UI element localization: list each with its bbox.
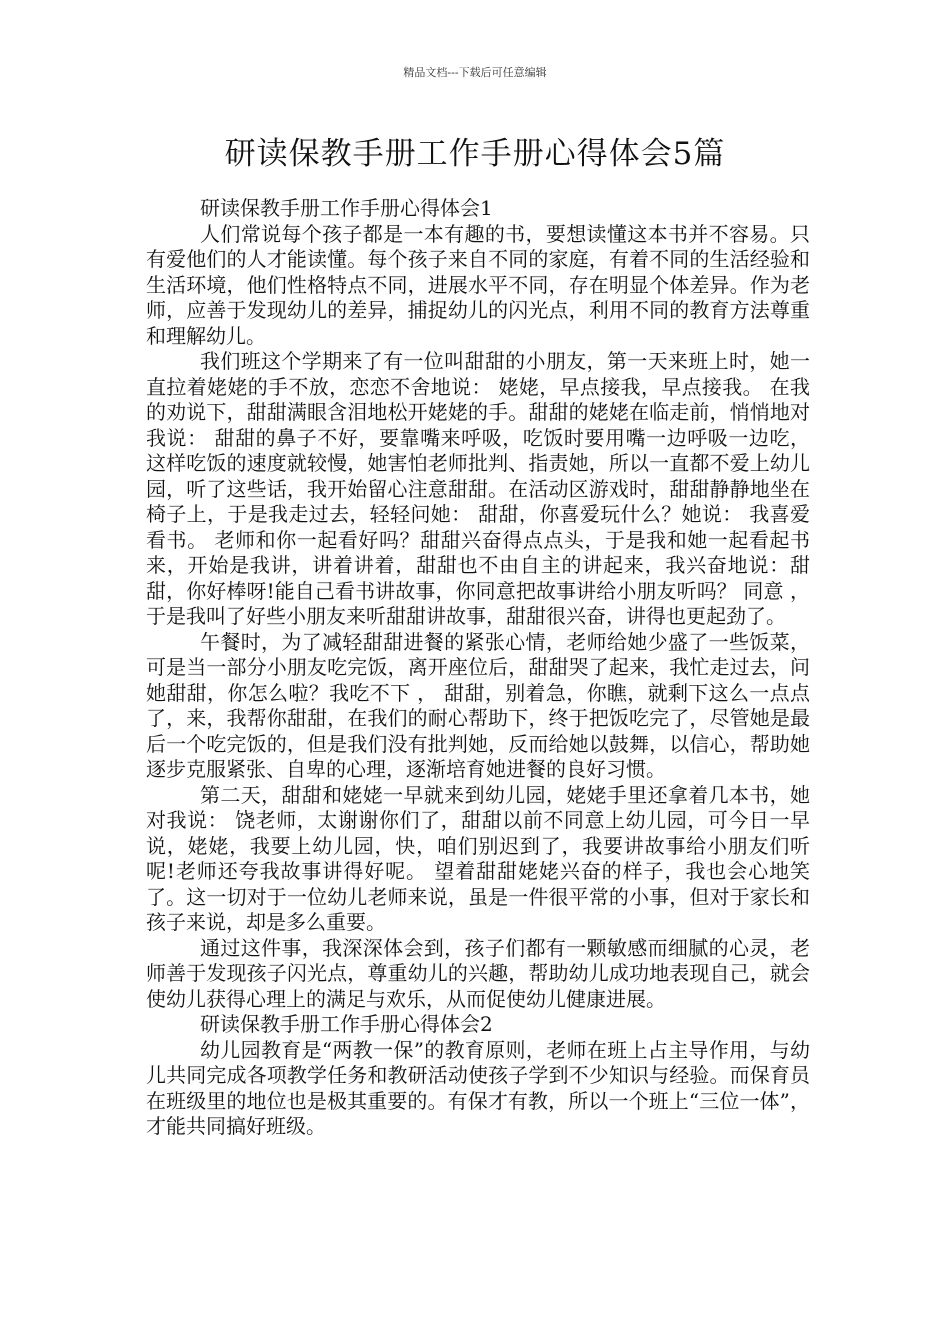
paragraph: 我们班这个学期来了有一位叫甜甜的小朋友，第一天来班上时，她一直拉着姥姥的手不放，恋恋不舍地说： 姥姥，早点接我，早点接我。 在我的劝说下，甜甜满眼含泪地松开姥姥的手。甜甜的姥姥在临走前，悄悄地对我说： 甜甜的鼻子不好，要靠嘴来呼吸，吃饭时要用嘴一边呼吸一边吃，这样吃饭的速度就较慢，她害怕老师批判、指责她，所以一直都不爱上幼儿园，听了这些话，我开始留心注意甜甜。在活动区游戏时，甜甜静静地坐在椅子上，于是我走过去，轻轻问她： 甜甜，你喜爱玩什么？她说： 我喜爱看书。 老师和你一起看好吗？甜甜兴奋得点点头，于是我和她一起看起书来，开始是我讲，讲着讲着，甜甜也不由自主的讲起来，我兴奋地说：甜甜，你好棒呀!能自己看书讲故事，你同意把故事讲给小朋友听吗？ 同意 ，于是我叫了好些小朋友来听甜甜讲故事，甜甜很兴奋，讲得也更起劲了。 [146,349,810,628]
document-body [146,196,810,1140]
section-heading-2: 研读保教手册工作手册心得体会2 [200,1012,493,1036]
paragraph: 午餐时，为了减轻甜甜进餐的紧张心情，老师给她少盛了一些饭菜，可是当一部分小朋友吃完饭，离开座位后，甜甜哭了起来，我忙走过去，问她甜甜，你怎么啦？我吃不下 ， 甜甜，别着急，你瞧，就剩下这么一点点了，来，我帮你甜甜，在我们的耐心帮助下，终于把饭吃完了，尽管她是最后一个吃完饭的，但是我们没有批判她，反而给她以鼓舞，以信心，帮助她逐步克服紧张、自卑的心理，逐渐培育她进餐的良好习惯。 [146,629,810,781]
paragraph: 幼儿园教育是“两教一保”的教育原则，老师在班上占主导作用，与幼儿共同完成各项教学任务和教研活动使孩子学到不少知识与经验。而保育员在班级里的地位也是极其重要的。有保才有教，所以一个班上“三位一体”，才能共同搞好班级。 [146,1037,810,1138]
document-title: 研读保教手册工作手册心得体会5篇 [224,136,726,172]
section-heading-1: 研读保教手册工作手册心得体会1 [200,196,493,220]
header-note: 精品文档---下载后可任意编辑 [403,66,547,79]
paragraph: 人们常说每个孩子都是一本有趣的书，要想读懂这本书并不容易。只有爱他们的人才能读懂。每个孩子来自不同的家庭，有着不同的生活经验和生活环境，他们性格特点不同，进展水平不同，存在明显个体差异。作为老师，应善于发现幼儿的差异，捕捉幼儿的闪光点，利用不同的教育方法尊重和理解幼儿。 [146,221,810,348]
paragraph: 通过这件事，我深深体会到，孩子们都有一颗敏感而细腻的心灵，老师善于发现孩子闪光点，尊重幼儿的兴趣，帮助幼儿成功地表现自己，就会使幼儿获得心理上的满足与欢乐，从而促使幼儿健康进展。 [146,935,810,1011]
paragraph: 第二天，甜甜和姥姥一早就来到幼儿园，姥姥手里还拿着几本书，她对我说： 饶老师，太谢谢你们了，甜甜以前不同意上幼儿园，可今日一早说，姥姥，我要上幼儿园，快，咱们别迟到了，我要讲故事给小朋友们听呢!老师还夸我故事讲得好呢。 望着甜甜姥姥兴奋的样子，我也会心地笑了。这一切对于一位幼儿老师来说，虽是一件很平常的小事，但对于家长和孩子来说，却是多么重要。 [146,782,810,934]
